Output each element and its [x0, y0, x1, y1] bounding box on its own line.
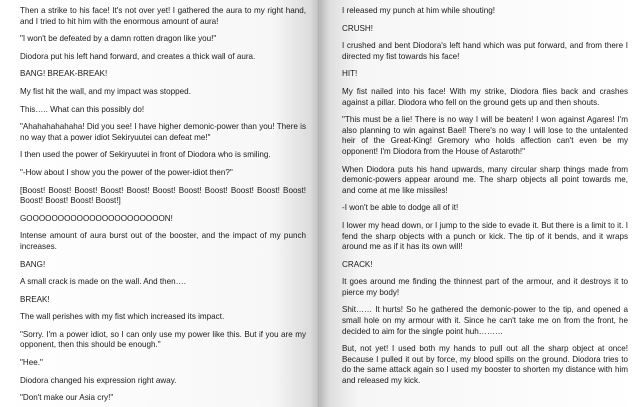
- right-page: [320, 0, 640, 407]
- paragraph: "Ahahahahahaha! Did you see! I have higher demonic-power than you! There is no way that a power idiot Sekiryuutei can defeat me!": [20, 122, 306, 142]
- paragraph: "This must be a lie! There is no way I will be beaten! I won against Agares! I'm also planning to win against Bael! There's no way I will lose to the untalented heir of the Great-King! Gremory who holds affection can't even be my opponent! I'm Diodora from the House of Astaroth!": [342, 115, 628, 156]
- paragraph: When Diodora puts his hand upwards, many circular sharp things made from demonic-powers appear around me. The sharp objects all point towards me, and come at me like missiles!: [342, 164, 628, 195]
- paragraph: Then a strike to his face! It's not over yet! I gathered the aura to my right hand, and I tried to hit him with the enormous amount of aura!: [20, 6, 306, 26]
- paragraph: -I won't be able to dodge all of it!: [342, 203, 459, 213]
- paragraph: Intense amount of aura burst out of the booster, and the impact of my punch increases.: [20, 231, 306, 251]
- paragraph: BANG! BREAK-BREAK!: [20, 69, 108, 79]
- paragraph: "Don't make our Asia cry!": [20, 393, 114, 403]
- paragraph: It goes around me finding the thinnest part of the armour, and it destroys it to pierce my body!: [342, 277, 628, 297]
- paragraph: The wall perishes with my fist which increased its impact.: [20, 312, 225, 322]
- paragraph: My fist nailed into his face! With my strike, Diodora flies back and crashes against a pillar. Diodora who fell on the ground gets up and then shouts.: [342, 86, 628, 107]
- paragraph: "Sorry. I'm a power idiot, so I can only use my power like this. But if you are my opponent, then this should be enough.": [20, 329, 306, 350]
- paragraph: I released my punch at him while shouting!: [342, 6, 495, 15]
- paragraph: My fist hit the wall, and my impact was stopped.: [20, 86, 191, 96]
- paragraph: "Hee.": [20, 358, 43, 368]
- paragraph: Diodora changed his expression right away.: [20, 375, 177, 385]
- paragraph: This….. What can this possibly do!: [20, 104, 145, 114]
- paragraph: I lower my head down, or I jump to the side to evade it. But there is a limit to it. I fend the sharp objects with a punch or kick. The tip of it bends, and it wraps around me as if it has its own will!: [342, 220, 628, 252]
- paragraph: BREAK!: [20, 294, 50, 304]
- paragraph: [Boost! Boost! Boost! Boost! Boost! Boost! Boost! Boost! Boost! Boost! Boost! Boost! Boost! Boost! Boost!]: [20, 185, 306, 206]
- paragraph: "I won't be defeated by a damn rotten dragon like you!": [20, 34, 217, 44]
- paragraph: GOOOOOOOOOOOOOOOOOOOOOON!: [20, 213, 173, 223]
- paragraph: BANG!: [20, 259, 46, 269]
- paragraph: Diodora put his left hand forward, and creates a thick wall of aura.: [20, 51, 256, 61]
- paragraph: I crushed and bent Diodora's left hand which was put forward, and from there I directed my fist towards his face!: [342, 41, 628, 61]
- paragraph: A small crack is made on the wall. And then….: [20, 277, 187, 287]
- paragraph: I then used the power of Sekiryuutei in front of Diodora who is smiling.: [20, 150, 271, 160]
- paragraph: CRUSH!: [342, 23, 374, 33]
- paragraph: Shit…… It hurts! So he gathered the demonic-power to the tip, and opened a small hole on my armour with it. Since he can't take me on from the front, he decided to aim for the single point huh………: [342, 305, 628, 336]
- paragraph: HIT!: [342, 69, 358, 79]
- paragraph: "-How about I show you the power of the power-idiot then?": [20, 167, 233, 177]
- paragraph: CRACK!: [342, 259, 373, 269]
- paragraph: But, not yet! I used both my hands to pull out all the sharp object at once! Because I pulled it out by force, my blood spills on the ground. Diodora tries to do the same attack again so I used my booster to shorten my distance with him and released my kick.: [342, 344, 628, 386]
